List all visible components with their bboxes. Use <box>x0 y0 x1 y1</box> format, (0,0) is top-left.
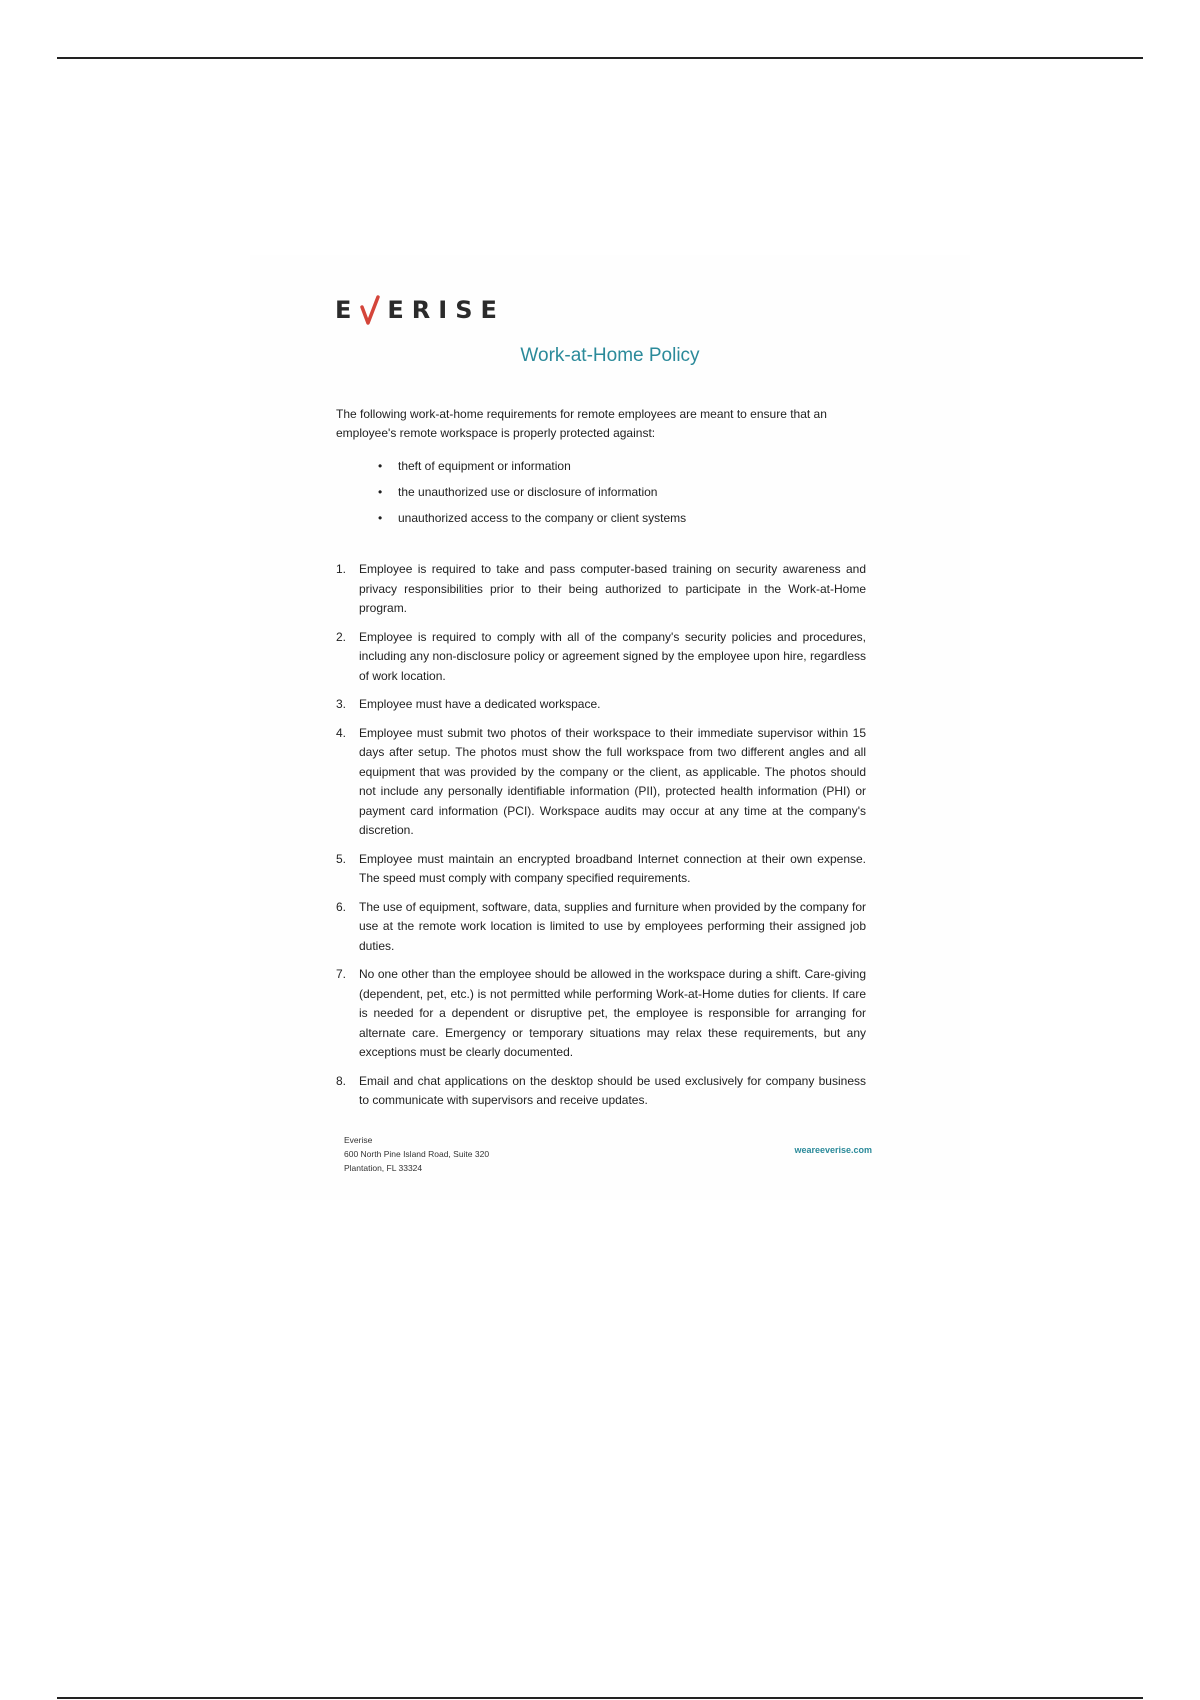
requirement-item: 2. Employee is required to comply with all of the company's security policies and procedures, including any non-disclosure policy or agreement signed by the employee upon hire, regardless of work location. <box>336 629 866 683</box>
requirement-item: 4. Employee must submit two photos of their workspace to their immediate supervisor within 15 days after setup. The photos must show the full workspace from two different angles and all equipment that was provided by the company or the client, as applicable. The photos should not include any personally identifiable information (PII), protected health information (PHI) or payment card information (PCI). Workspace audits may occur at any time at the company's discretion. <box>336 725 866 837</box>
logo-check-icon <box>359 295 381 325</box>
requirement-item: 1. Employee is required to take and pass computer-based training on security awareness and privacy responsibilities prior to their being authorized to participate in the Work-at-Home program. <box>336 562 866 615</box>
intro-paragraph: The following work-at-home requirements for remote employees are meant to ensure that an employee's remote workspace is properly protected against: <box>336 407 827 440</box>
requirements-list <box>336 560 866 1120</box>
list-item: • the unauthorized use or disclosure of information <box>378 479 686 505</box>
footer-address-line1: 600 North Pine Island Road, Suite 320 <box>344 1149 490 1159</box>
bullet-icon: • <box>378 511 383 525</box>
list-item: • unauthorized access to the company or client systems <box>378 505 686 531</box>
requirement-item: 5. Employee must maintain an encrypted broadband Internet connection at their own expense. The speed must comply with company specified requirements. <box>336 851 866 885</box>
document-page <box>250 255 970 1200</box>
logo-letters: ERISE <box>387 296 505 324</box>
requirement-item: 6. The use of equipment, software, data, supplies and furniture when provided by the company for use at the remote work location is limited to use by employees performing their assigned job duties. <box>336 899 866 953</box>
threat-list <box>378 453 686 531</box>
page-title: Work-at-Home Policy <box>520 345 700 366</box>
top-rule <box>57 57 1143 59</box>
requirement-item: 8. Email and chat applications on the desktop should be used exclusively for company business to communicate with supervisors and receive updates. <box>336 1073 866 1107</box>
requirement-item: 7. No one other than the employee should be allowed in the workspace during a shift. Care-giving (dependent, pet, etc.) is not permitted while performing Work-at-Home duties for clients. If care is needed for a dependent or disruptive pet, the employee is responsible for arranging for alternate care. Emergency or temporary situations may relax these requirements, but any exceptions must be clearly documented. <box>336 967 866 1059</box>
logo-letter-e: E <box>335 296 360 324</box>
bottom-rule <box>57 1697 1143 1699</box>
bullet-icon: • <box>378 459 383 473</box>
footer-address <box>344 1133 489 1175</box>
bullet-icon: • <box>378 485 383 499</box>
list-item: • theft of equipment or information <box>378 453 686 479</box>
everise-logo <box>335 295 505 325</box>
footer-company: Everise <box>344 1135 373 1145</box>
requirement-item: 3. Employee must have a dedicated workspace. <box>336 697 601 711</box>
footer-address-line2: Plantation, FL 33324 <box>344 1163 423 1173</box>
footer-website-link[interactable]: weareeverise.com <box>794 1145 872 1155</box>
